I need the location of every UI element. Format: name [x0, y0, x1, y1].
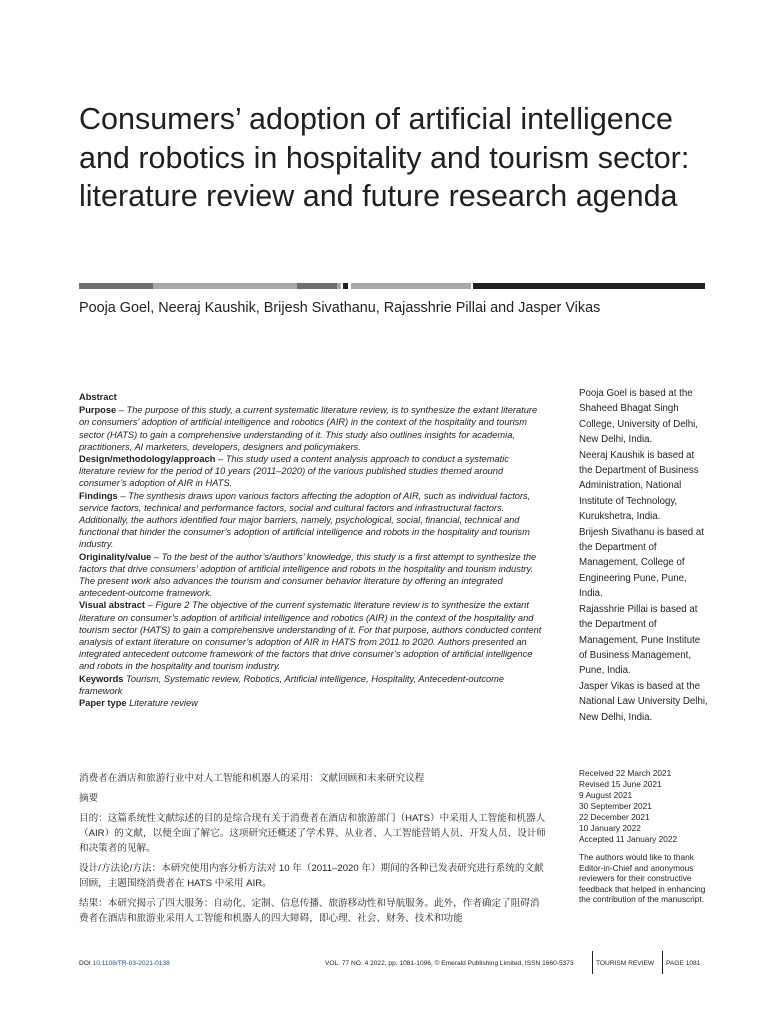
history-date: Accepted 11 January 2022: [579, 834, 678, 844]
journal-name: TOURISM REVIEW: [596, 960, 655, 967]
chinese-design: 设计/方法论/方法：本研究使用内容分析方法对 10 年（2011–2020 年）期间的各种已发表研究进行系统的文献回顾，主题围绕消费者在 HATS 中采用 AIR。: [79, 863, 544, 889]
design-text: – This study used a content analysis approach to conduct a systematic literature review for the period of 10 years (2011–2020) of the various published studies themed around consumer’s adoption of AIR in HATS.: [79, 454, 509, 489]
purpose-label: Purpose: [79, 405, 117, 416]
keywords-text: Tourism, Systematic review, Robotics, Artificial intelligence, Hospitality, Antecedent-outcome framework: [79, 673, 505, 696]
doi-link[interactable]: 10.1108/TR-03-2021-0138: [92, 960, 170, 967]
affiliation: Jasper Vikas is based at the National Law University Delhi, New Delhi, India.: [579, 680, 708, 723]
abstract-visual: [79, 599, 546, 672]
history-date: 9 August 2021: [579, 790, 633, 800]
design-label: Design/methodology/approach: [79, 454, 216, 465]
affiliation: Neeraj Kaushik is based at the Department of Business Administration, National Institute of Technology, Kurukshetra, India.: [579, 449, 699, 523]
visual-abstract-label: Visual abstract: [79, 600, 145, 611]
findings-label: Findings: [79, 490, 118, 501]
page-number: PAGE 1081: [666, 960, 701, 967]
footer-divider: [592, 951, 593, 974]
footer-divider: [662, 951, 663, 974]
article-history: [579, 768, 709, 845]
history-date: Received 22 March 2021: [579, 768, 672, 778]
affiliation: Pooja Goel is based at the Shaheed Bhagat Singh College, University of Delhi, New Delhi, India.: [579, 388, 698, 446]
chinese-purpose: 目的：这篇系统性文献综述的目的是综合现有关于消费者在酒店和旅游部门（HATS）中采用人工智能和机器人（AIR）的文献，以便全面了解它。这项研究还概述了学术界、从业者、人工智能营销人员、开发人员、设计师和决策者的见解。: [79, 813, 546, 854]
history-date: 22 December 2021: [579, 812, 650, 822]
affiliation: Brijesh Sivathanu is based at the Department of Management, College of Engineering Pune, Pune, India.: [579, 526, 704, 600]
findings-text: – The synthesis draws upon various factors affecting the adoption of AIR, such as individual factors, service factors, technical and performance factors, social and cultural factors and infrastructural factors. Additionally, the authors identified four major barriers, namely, psychological, social, financial, technical and functional that hinder the consumer’s adoption of artificial intelligence and robots in the hospitality and tourism industry.: [79, 490, 531, 550]
history-date: 10 January 2022: [579, 823, 641, 833]
rule-segment: [153, 283, 297, 289]
visual-abstract-text: – Figure 2 The objective of the current systematic literature review is to synthesize the extant literature on consumer’s adoption of artificial intelligence and robotics (AIR) in the context of the hospitality and tourism sector (HATS) to gain a comprehensive understanding of it. For that purpose, authors conducted content analysis of extant literature on consumer’s adoption of AIR in HATS from 2011 to 2020. Authors presented an integrated antecedent outcome framework of the factors that drive consumer’s adoption of artificial intelligence and robots in the hospitality and tourism industry.: [79, 600, 542, 672]
abstract-purpose: [79, 404, 546, 453]
history-date: Revised 15 June 2021: [579, 779, 662, 789]
rule-segment: [473, 283, 705, 289]
paper-type-text: Literature review: [126, 698, 198, 709]
rule-segment: [337, 283, 341, 289]
doi-label: DOI: [79, 960, 93, 967]
affiliation: Rajasshrie Pillai is based at the Department of Management, Pune Institute of Business Management, Pune, India.: [579, 603, 701, 677]
rule-segment: [297, 283, 337, 289]
chinese-title: 消费者在酒店和旅游行业中对人工智能和机器人的采用：文献回顾和未来研究议程: [79, 773, 425, 784]
chinese-summary-label: 摘要: [79, 793, 99, 804]
abstract-keywords: [79, 673, 546, 697]
article-title: Consumers’ adoption of artificial intelligence and robotics in hospitality and tourism sector: literature review and future research agenda: [79, 102, 690, 213]
decorative-title-rule: [79, 283, 705, 289]
abstract-findings: [79, 490, 546, 551]
rule-segment: [79, 283, 153, 289]
doi-line: [79, 959, 170, 969]
abstract-heading: Abstract: [79, 392, 117, 402]
abstract-originality: [79, 551, 546, 600]
chinese-abstract: [79, 771, 549, 931]
author-affiliations: [579, 386, 709, 725]
author-list: Pooja Goel, Neeraj Kaushik, Brijesh Sivathanu, Rajasshrie Pillai and Jasper Vikas: [79, 300, 601, 316]
abstract-design: [79, 453, 546, 490]
rule-segment: [351, 283, 471, 289]
originality-text: – To the best of the author’s/authors’ knowledge, this study is a first attempt to synthesize the factors that drive consumers’ adoption of artificial intelligence and robots in the hospitality and tourism industry. The present work also advances the tourism and consumer behavior literature by offering an integrated antecedent-outcome framework.: [79, 551, 537, 599]
abstract-paper-type: [79, 697, 546, 709]
keywords-label: Keywords: [79, 673, 124, 684]
purpose-text: – The purpose of this study, a current systematic literature review, is to synthesize the extant literature on consumers’ adoption of artificial intelligence and robotics (AIR) in the context of the hospitality and tourism sector (HATS) to gain a comprehensive understanding of it. This study also outlines insights for academia, practitioners, AI marketers, developers, designers and policymakers.: [79, 405, 538, 452]
paper-type-label: Paper type: [79, 698, 127, 709]
acknowledgement: The authors would like to thank Editor-in-Chief and anonymous reviewers for their constructive feedback that helped in enhancing the contribution of the manuscript.: [579, 852, 706, 904]
abstract: [79, 391, 546, 709]
originality-label: Originality/value: [79, 551, 152, 562]
rule-segment: [343, 283, 348, 289]
volume-info: VOL. 77 NO. 4 2022, pp. 1081-1096, © Emerald Publishing Limited, ISSN 1660-5373: [325, 960, 574, 967]
history-date: 30 September 2021: [579, 801, 652, 811]
chinese-findings: 结果：本研究揭示了四大服务：自动化、定制、信息传播、旅游移动性和导航服务。此外，作者确定了阻碍消费者在酒店和旅游业采用人工智能和机器人的四大障碍，即心理、社会、财务、技术和功能: [79, 898, 540, 924]
